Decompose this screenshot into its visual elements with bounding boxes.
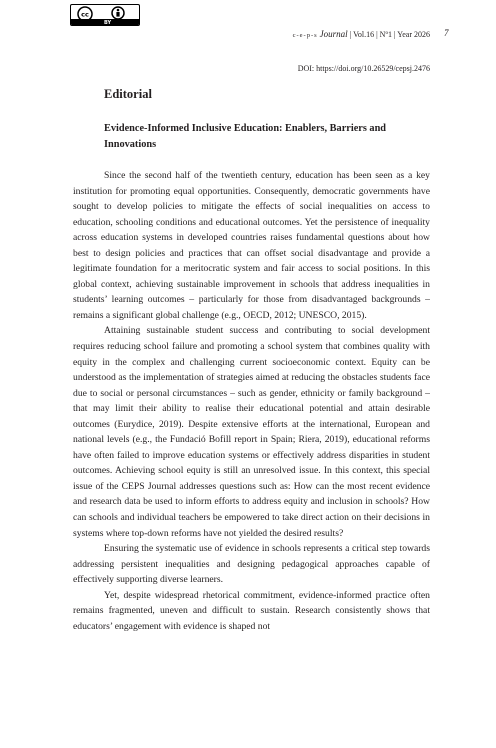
running-head	[293, 29, 430, 39]
paragraph-4: Yet, despite widespread rhetorical commitment, evidence-informed practice often remains fragmented, uneven and difficult to sustain. Research consistently shows that educators’ engagement with evidence is shaped not	[73, 589, 430, 632]
paragraph-2: Attaining sustainable student success and contributing to social development requires reducing school failure and promoting a school system that combines quality with equity in the complex and challenging current socioeconomic context. Equity can be understood as the implementation of strategies aimed at reducing the obstacles students face due to social or personal circumstances – such as gender, ethnicity or family background – that may limit their ability to realise their educational potential and attain desirable outcomes (Eurydice, 2019). Despite extensive efforts at the international, European and national levels (e.g., the Fundació Bofill report in Spain; Riera, 2019), educational reforms have often failed to improve education systems or effectively address disparities in student outcomes. Achieving school equity is still an unresolved issue. In this context, this special issue of the CEPS Journal addresses questions such as: How can the most recent evidence and research data be used to inform efforts to address equity and inclusion in schools? How can schools and individual teachers be empowered to take direct action on their decisions in systems where top-down reforms have not yielded the desired results?	[73, 325, 430, 539]
page-number: 7	[444, 28, 449, 38]
license-by-label: BY	[104, 20, 112, 26]
body-text	[73, 168, 430, 634]
paragraph-3: Ensuring the systematic use of evidence in schools represents a critical step towards addressing persistent inequalities and designing pedagogical approaches capable of effectively supporting diverse learners.	[73, 543, 430, 586]
volume-info: | Vol.16 | Nº1 | Year 2026	[349, 30, 430, 39]
cc-by-license-badge	[70, 4, 140, 26]
doi-line: DOI: https://doi.org/10.26529/cepsj.2476	[297, 64, 430, 73]
section-heading: Editorial	[104, 87, 152, 101]
article-title: Evidence-Informed Inclusive Education: Enablers, Barriers and Innovations	[104, 123, 387, 150]
publisher-name: c-e-p-s	[292, 32, 318, 39]
paragraph-1: Since the second half of the twentieth century, education has been seen as a key institution for promoting equal opportunities. Consequently, democratic governments have sought to develop policies to mitigate the effects of social inequalities on access to education, schooling conditions and educational outcomes. Yet the persistence of inequality across education systems in developed countries raises fundamental questions about how best to design policies and practices that can offset social disadvantage and provide a legitimate foundation for a meritocratic system and fair access to social positions. In this global context, achieving sustainable improvement in schools that address inequalities in students’ learning outcomes – particularly for those from disadvantaged backgrounds – remains a significant global challenge (e.g., OECD, 2012; UNESCO, 2015).	[73, 170, 430, 321]
cc-mark-text: cc	[81, 10, 89, 19]
journal-name: Journal	[319, 29, 348, 39]
